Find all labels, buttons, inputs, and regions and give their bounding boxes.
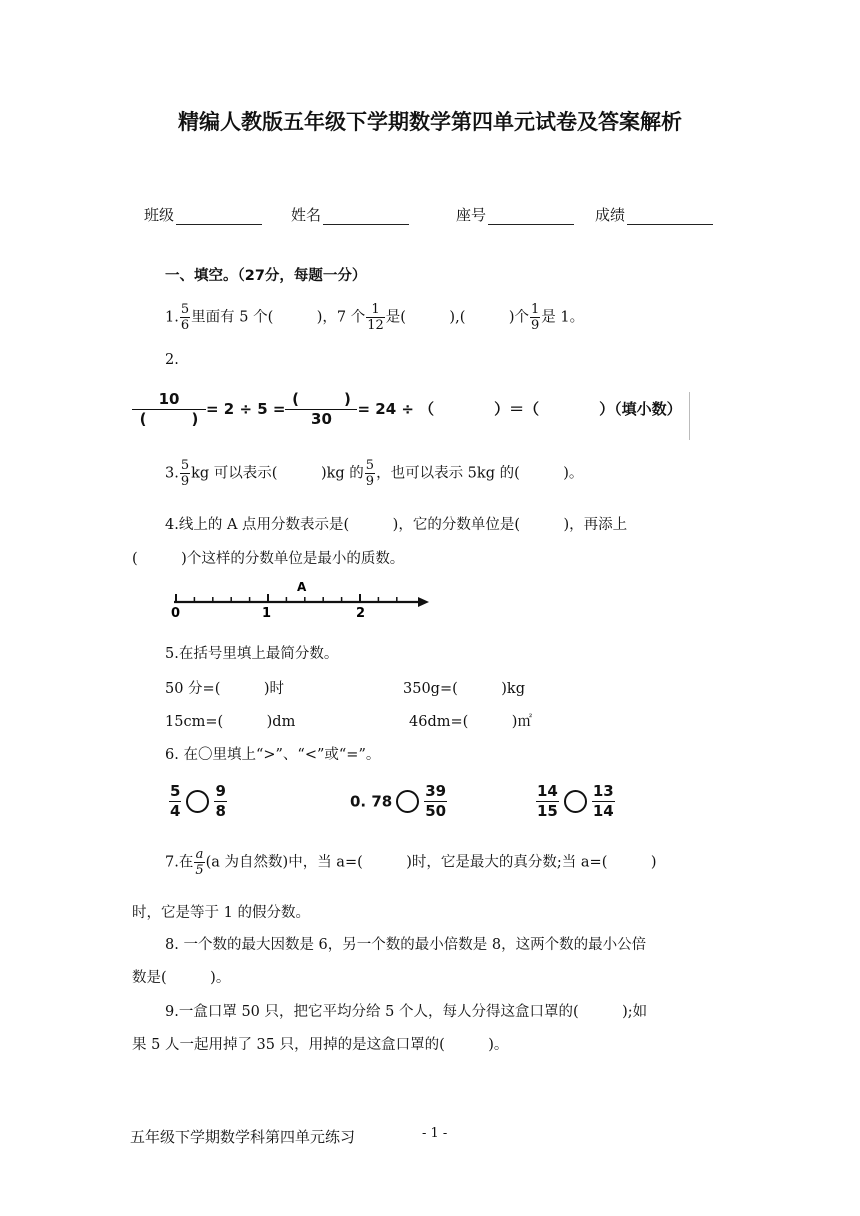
question-2-number: 2. bbox=[165, 352, 179, 368]
fraction: $\frac{a}{5}$ bbox=[195, 847, 204, 878]
question-6-stem: 6. 在〇里填上“>”、“<”或“=”。 bbox=[165, 747, 381, 763]
fraction: $\frac{5}{9}$ bbox=[180, 458, 190, 489]
section-heading: 一、填空。（27分，每题一分） bbox=[165, 268, 367, 284]
compare-circle[interactable] bbox=[396, 790, 419, 813]
question-7-line-2: 时，它是等于 1 的假分数。 bbox=[132, 905, 310, 921]
question-9-line-2: 果 5 人一起用掉了 35 只，用掉的是这盒口罩的( )。 bbox=[132, 1037, 509, 1053]
point-a-label: A bbox=[297, 580, 307, 594]
question-1: 1. $\frac{5}{6}$ 里面有 5 个( )，7 个 $\frac{1}{12}$ 是( ),( )个 $\frac{1}{9}$ 是 1。 bbox=[165, 302, 585, 333]
seat-field: 座号 bbox=[456, 204, 574, 225]
question-8-line-2: 数是( )。 bbox=[132, 970, 231, 986]
question-5a: 50 分=( )时 bbox=[165, 681, 285, 697]
class-field: 班级 bbox=[144, 204, 262, 225]
question-4-line-1: 4.线上的 A 点用分数表示是( )，它的分数单位是( )，再添上 bbox=[165, 517, 628, 533]
question-5d: 46dm=( )㎡ bbox=[409, 714, 532, 730]
question-5c: 15cm=( )dm bbox=[165, 714, 296, 730]
number-line-label-0: 0 bbox=[171, 606, 181, 621]
page-number: - 1 - bbox=[422, 1126, 448, 1141]
question-3: 3. $\frac{5}{9}$ kg 可以表示( )kg 的 $\frac{5}{9}$ ，也可以表示 5kg 的( )。 bbox=[165, 458, 584, 489]
question-7-line-1: 7.在 $\frac{a}{5}$ (a 为自然数)中，当 a=( )时，它是最大的真分数;当 a=( ) bbox=[165, 847, 657, 878]
question-5-stem: 5.在括号里填上最简分数。 bbox=[165, 646, 339, 662]
compare-circle[interactable] bbox=[186, 790, 209, 813]
number-line-label-2: 2 bbox=[356, 606, 366, 621]
compare-pair-1: $\frac{5}{4}$ $\frac{9}{8}$ bbox=[170, 782, 226, 820]
question-4-line-2: ( )个这样的分数单位是最小的质数。 bbox=[132, 551, 405, 567]
fraction: $\frac{1}{12}$ bbox=[367, 302, 384, 333]
page-footer: 五年级下学期数学科第四单元练习 bbox=[130, 1128, 356, 1146]
fraction: $\frac{5}{9}$ bbox=[365, 458, 375, 489]
compare-circle[interactable] bbox=[564, 790, 587, 813]
number-line-label-1: 1 bbox=[262, 606, 272, 621]
number-line bbox=[168, 576, 430, 622]
fraction: $\frac{5}{6}$ bbox=[180, 302, 190, 333]
arrow-head-icon bbox=[418, 597, 429, 607]
question-9-line-1: 9.一盒口罩 50 只，把它平均分给 5 个人，每人分得这盒口罩的( );如 bbox=[165, 1004, 648, 1020]
page-title: 精编人教版五年级下学期数学第四单元试卷及答案解析 bbox=[178, 110, 682, 134]
name-field: 姓名 bbox=[291, 204, 409, 225]
fraction: $\frac{1}{9}$ bbox=[531, 302, 540, 333]
question-5b: 350g=( )kg bbox=[403, 681, 525, 697]
compare-pair-3: $\frac{14}{15}$ $\frac{13}{14}$ bbox=[537, 782, 614, 820]
question-8-line-1: 8. 一个数的最大因数是 6，另一个数的最小倍数是 8，这两个数的最小公倍 bbox=[165, 937, 647, 953]
score-field: 成绩 bbox=[595, 204, 713, 225]
scan-edge bbox=[689, 392, 690, 440]
question-2-equation: $\frac{10}{( )}$ = 2 ÷ 5 = $\frac{( )}{30}$ = 24 ÷ （ ）＝（ ）（填小数） bbox=[132, 390, 682, 429]
compare-pair-2: 0. 78 $\frac{39}{50}$ bbox=[350, 782, 447, 820]
